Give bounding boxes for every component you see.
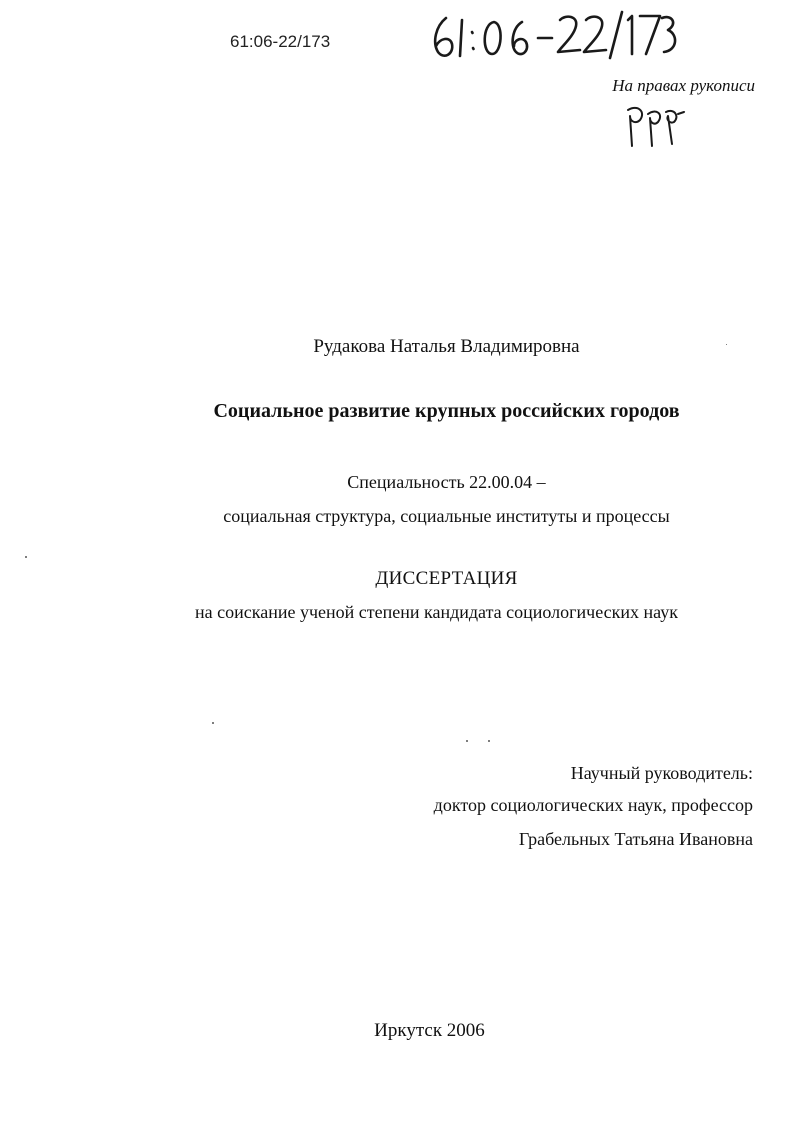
document-type: ДИССЕРТАЦИЯ [375, 568, 518, 589]
handwritten-initials [618, 100, 688, 150]
supervisor-label: Научный руководитель: [570, 763, 753, 783]
specialty-description: социальная структура, социальные институты и процессы [223, 506, 670, 526]
degree-sought: на соискание ученой степени кандидата социологических наук [195, 602, 678, 622]
handwritten-catalog-code [428, 6, 678, 62]
scan-speck [466, 740, 468, 742]
rights-note: На правах рукописи [612, 76, 755, 95]
dissertation-title: Социальное развитие крупных российских городов [213, 400, 680, 422]
scan-speck [25, 556, 27, 558]
scan-speck [488, 740, 490, 742]
city-year: Иркутск 2006 [374, 1020, 485, 1041]
catalog-code: 61:06-22/173 [230, 32, 331, 51]
scan-speck [212, 722, 214, 724]
supervisor-degree: доктор социологических наук, профессор [433, 795, 753, 815]
scan-speck [726, 344, 727, 345]
author-name: Рудакова Наталья Владимировна [313, 336, 580, 357]
specialty-code: Специальность 22.00.04 – [347, 472, 546, 492]
supervisor-name: Грабельных Татьяна Ивановна [518, 829, 753, 849]
